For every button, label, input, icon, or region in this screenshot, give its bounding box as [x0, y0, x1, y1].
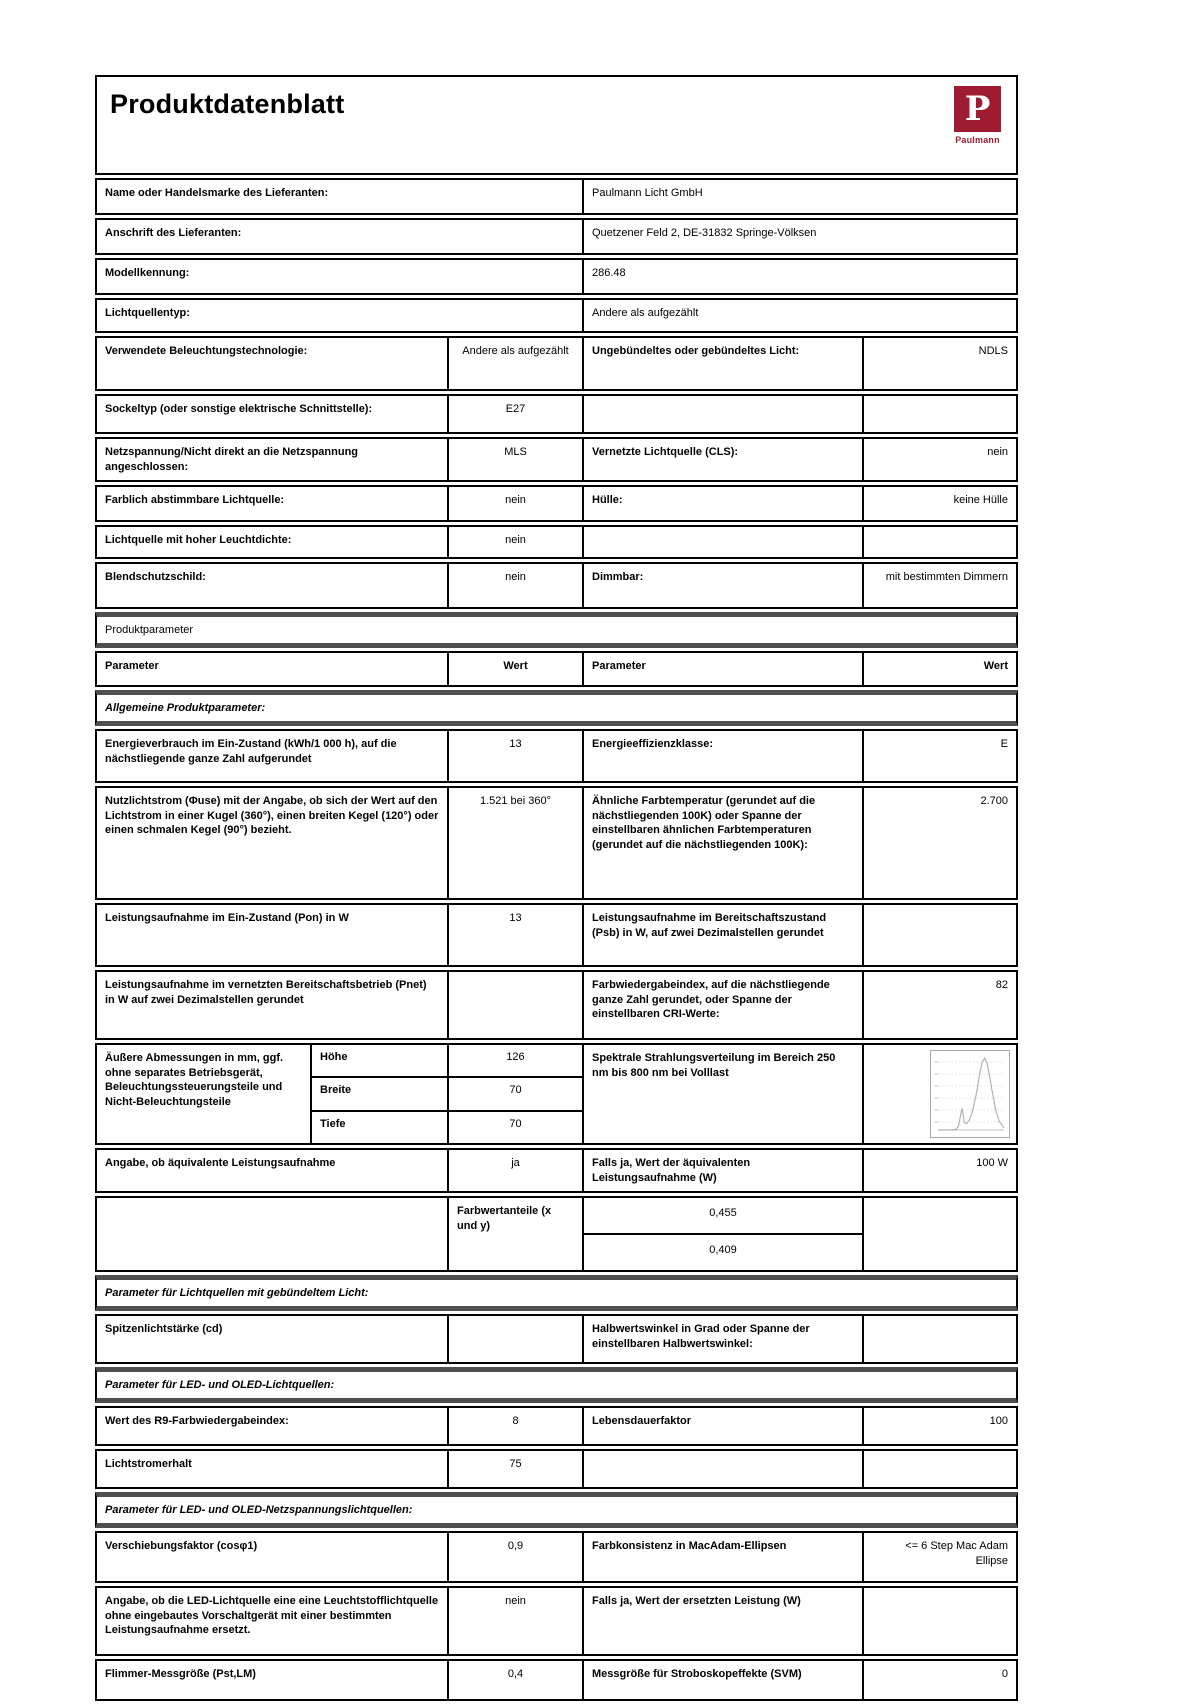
param-value: [862, 1588, 1016, 1654]
param-value: ja: [447, 1150, 582, 1191]
param-value: NDLS: [862, 338, 1016, 389]
param-value: Andere als aufgezählt: [582, 300, 1016, 331]
param-label: Farbkonsistenz in MacAdam-Ellipsen: [582, 1533, 862, 1581]
table-row: [95, 1586, 1018, 1656]
section-header-produktparameter: Produktparameter: [95, 612, 1018, 648]
dimension-value: 70: [447, 1078, 582, 1109]
param-value: nein: [447, 1588, 582, 1654]
section-header-gebuendelt: Parameter für Lichtquellen mit gebündeltem Licht:: [95, 1275, 1018, 1311]
table-row: [95, 1531, 1018, 1583]
param-label: Farbwertanteile (x und y): [447, 1198, 582, 1270]
param-label: Verschiebungsfaktor (cosφ1): [105, 1540, 258, 1553]
section-header-netzspannung: Parameter für LED- und OLED-Netzspannungslichtquellen:: [95, 1492, 1018, 1528]
logo-wordmark: Paulmann: [955, 135, 1000, 145]
dimension-entry: [310, 1045, 582, 1076]
table-row: [95, 437, 1018, 482]
param-label: Halbwertswinkel in Grad oder Spanne der einstellbaren Halbwertswinkel:: [582, 1316, 862, 1362]
table-row: [95, 970, 1018, 1040]
param-label: Falls ja, Wert der äquivalenten Leistungsaufnahme (W): [582, 1150, 862, 1191]
param-label: [582, 527, 862, 557]
param-value: 1.521 bei 360°: [447, 788, 582, 898]
table-row: [95, 298, 1018, 333]
param-value: 75: [447, 1451, 582, 1487]
param-label: Sockeltyp (oder sonstige elektrische Schnittstelle):: [105, 403, 373, 415]
spectral-chart: [930, 1050, 1010, 1138]
param-value: 286.48: [582, 260, 1016, 293]
param-label: Ungebündeltes oder gebündeltes Licht:: [582, 338, 862, 389]
table-row: [95, 1659, 1018, 1701]
param-value: [447, 972, 582, 1038]
param-label: Leistungsaufnahme im Ein-Zustand (Pon) in W: [105, 912, 349, 925]
param-value: 100 W: [862, 1150, 1016, 1191]
dimension-name: Breite: [310, 1078, 447, 1109]
param-label: Farblich abstimmbare Lichtquelle:: [105, 494, 285, 507]
table-row: [95, 562, 1018, 609]
param-value: nein: [862, 439, 1016, 480]
param-label: Modellkennung:: [105, 267, 190, 279]
param-label: Farbwiedergabeindex, auf die nächstliegende ganze Zahl gerundet, oder Spanne der einstellbaren CRI-Werte:: [582, 972, 862, 1038]
param-label: Lichtstromerhalt: [105, 1458, 192, 1471]
param-value: 2.700: [862, 788, 1016, 898]
table-row: [95, 903, 1018, 967]
param-label: Spitzenlichtstärke (cd): [105, 1323, 223, 1336]
empty-cell: [97, 1198, 447, 1270]
table-row: [95, 336, 1018, 391]
param-value: nein: [447, 527, 582, 557]
table-row: [95, 525, 1018, 559]
param-value: 0,4: [447, 1661, 582, 1699]
param-value: 13: [447, 905, 582, 965]
dimension-value: 70: [447, 1112, 582, 1143]
param-label: Lichtquelle mit hoher Leuchtdichte:: [105, 534, 292, 547]
param-value: Paulmann Licht GmbH: [582, 180, 1016, 213]
param-label: Angabe, ob die LED-Lichtquelle eine eine Leuchtstofflichtquelle ohne eingebautes Vorschaltgerät mit einer bestimmten Leistungsaufnahme ersetzt.: [105, 1595, 439, 1637]
param-label: Vernetzte Lichtquelle (CLS):: [582, 439, 862, 480]
dimensions-row: [95, 1043, 1018, 1145]
param-label: Lebensdauerfaktor: [582, 1408, 862, 1444]
param-label: [582, 396, 862, 432]
param-label: Blendschutzschild:: [105, 571, 206, 584]
dimension-name: Tiefe: [310, 1112, 447, 1143]
section-header-allgemeine: Allgemeine Produktparameter:: [95, 690, 1018, 726]
param-value: Quetzener Feld 2, DE-31832 Springe-Völksen: [582, 220, 1016, 253]
param-value: 82: [862, 972, 1016, 1038]
column-header: Wert: [447, 653, 582, 685]
column-header: Parameter: [582, 653, 862, 685]
page-title: Produktdatenblatt: [110, 89, 345, 119]
dimension-entry: [310, 1110, 582, 1143]
table-row: [95, 258, 1018, 295]
table-row: [95, 178, 1018, 215]
param-value: E27: [447, 396, 582, 432]
empty-cell: [862, 1198, 1016, 1270]
param-label: Messgröße für Stroboskopeffekte (SVM): [582, 1661, 862, 1699]
table-row: [95, 218, 1018, 255]
chromaticity-x: 0,455: [709, 1207, 737, 1220]
dimension-entry: [310, 1076, 582, 1109]
param-label: Lichtquellentyp:: [105, 307, 190, 319]
logo-letter: P: [964, 89, 991, 129]
table-row: [95, 394, 1018, 434]
chromaticity-values: [582, 1198, 862, 1270]
param-label: Energieverbrauch im Ein-Zustand (kWh/1 000 h), auf die nächstliegende ganze Zahl aufgerundet: [105, 738, 397, 765]
param-label: Leistungsaufnahme im vernetzten Bereitschaftsbetrieb (Pnet) in W auf zwei Dezimalstellen gerundet: [105, 979, 427, 1006]
param-value: E: [862, 731, 1016, 781]
column-header: Parameter: [105, 660, 159, 673]
param-value: 13: [447, 731, 582, 781]
table-row: [95, 1148, 1018, 1193]
param-value: [862, 1451, 1016, 1487]
param-label: Nutzlichtstrom (Φuse) mit der Angabe, ob sich der Wert auf den Lichtstrom in einer Kugel (360°), einen breiten Kegel (120°) oder einen schmalen Kegel (90°) bezieht.: [105, 795, 439, 837]
param-value: MLS: [447, 439, 582, 480]
param-label: Ähnliche Farbtemperatur (gerundet auf die nächstliegenden 100K) oder Spanne der einstellbaren ähnlichen Farbtemperaturen (gerundet auf die nächstliegenden 100K):: [582, 788, 862, 898]
column-header: Wert: [862, 653, 1016, 685]
param-value: mit bestimmten Dimmern: [862, 564, 1016, 607]
param-label: Leistungsaufnahme im Bereitschaftszustand (Psb) in W, auf zwei Dezimalstellen gerundet: [582, 905, 862, 965]
param-label: Anschrift des Lieferanten:: [105, 227, 242, 239]
param-label: Verwendete Beleuchtungstechnologie:: [105, 345, 308, 357]
table-header-row: [95, 651, 1018, 687]
param-value: 100: [862, 1408, 1016, 1444]
table-row: [95, 786, 1018, 900]
table-row: [95, 1406, 1018, 1446]
param-label: Dimmbar:: [582, 564, 862, 607]
dimension-name: Höhe: [310, 1045, 447, 1076]
dimension-value: 126: [447, 1045, 582, 1076]
param-label: [582, 1451, 862, 1487]
param-value: nein: [447, 564, 582, 607]
table-row: [95, 485, 1018, 522]
param-label: Wert des R9-Farbwiedergabeindex:: [105, 1415, 289, 1428]
table-row: [95, 729, 1018, 783]
param-label: Äußere Abmessungen in mm, ggf. ohne separates Betriebsgerät, Beleuchtungssteuerungsteile und Nicht-Beleuchtungsteile: [105, 1052, 284, 1108]
section-header-led-oled: Parameter für LED- und OLED-Lichtquellen:: [95, 1367, 1018, 1403]
param-value: Andere als aufgezählt: [447, 338, 582, 389]
title-box: [95, 75, 1018, 175]
param-value: [862, 396, 1016, 432]
param-value: <= 6 Step Mac Adam Ellipse: [862, 1533, 1016, 1581]
param-value: keine Hülle: [862, 487, 1016, 520]
table-row: [95, 1314, 1018, 1364]
param-label: Energieeffizienzklasse:: [582, 731, 862, 781]
datasheet-page: [95, 75, 1018, 1704]
param-value: [862, 905, 1016, 965]
param-value: 8: [447, 1408, 582, 1444]
dimensions-subtable: [310, 1045, 582, 1143]
param-value: [862, 527, 1016, 557]
param-label: Name oder Handelsmarke des Lieferanten:: [105, 187, 329, 199]
paulmann-logo: [954, 86, 1001, 145]
param-value: nein: [447, 487, 582, 520]
param-value: [862, 1316, 1016, 1362]
table-row: [95, 1449, 1018, 1489]
param-label: Hülle:: [582, 487, 862, 520]
chromaticity-row: [95, 1196, 1018, 1272]
param-value: [447, 1316, 582, 1362]
logo-square: [954, 86, 1001, 132]
param-value: 0: [862, 1661, 1016, 1699]
param-label: Angabe, ob äquivalente Leistungsaufnahme: [105, 1157, 336, 1170]
param-label: Flimmer-Messgröße (Pst,LM): [105, 1668, 256, 1681]
param-label: Netzspannung/Nicht direkt an die Netzspannung angeschlossen:: [105, 446, 359, 473]
spectral-chart-cell: [862, 1045, 1016, 1143]
param-label: Falls ja, Wert der ersetzten Leistung (W): [582, 1588, 862, 1654]
param-label: Spektrale Strahlungsverteilung im Bereich 250 nm bis 800 nm bei Volllast: [582, 1045, 862, 1143]
param-value: 0,9: [447, 1533, 582, 1581]
chromaticity-y: 0,409: [584, 1233, 862, 1270]
